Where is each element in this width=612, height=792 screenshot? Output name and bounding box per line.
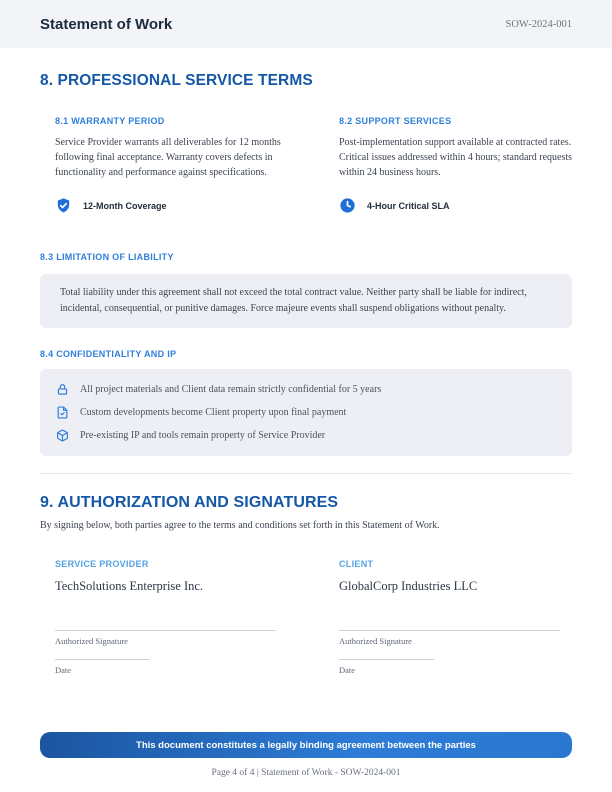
clock-icon <box>339 197 356 214</box>
warranty-column <box>40 116 288 214</box>
terms-columns <box>40 116 572 214</box>
section-9-heading: 9. AUTHORIZATION AND SIGNATURES <box>40 494 339 511</box>
support-badge-label: 4-Hour Critical SLA <box>367 200 450 211</box>
warranty-badge <box>55 197 288 214</box>
document-number: SOW-2024-001 <box>505 18 572 30</box>
list-item <box>56 401 556 424</box>
legal-banner-text: This document constitutes a legally binding agreement between the parties <box>136 739 476 751</box>
lock-icon <box>56 383 69 396</box>
document-header <box>0 0 612 48</box>
support-column <box>324 116 572 214</box>
support-badge <box>339 197 572 214</box>
list-item <box>56 378 556 401</box>
warranty-heading: 8.1 WARRANTY PERIOD <box>55 116 165 126</box>
support-body: Post-implementation support available at contracted rates. Critical issues addressed within 4 hours; standard requests within 24 business hours. <box>339 137 573 178</box>
liability-box: Total liability under this agreement shall not exceed the total contract value. Neither party shall be liable for indirect, incidental, consequential, or punitive damages. Force majeure events shall suspend obligations without penalty. <box>40 274 572 328</box>
client-label: CLIENT <box>339 559 374 569</box>
file-check-icon <box>56 406 69 419</box>
client-signature-line <box>339 630 560 631</box>
provider-date-label: Date <box>55 665 72 675</box>
legal-banner <box>40 732 572 758</box>
list-item-text: Pre-existing IP and tools remain property of Service Provider <box>80 430 326 441</box>
client-signature-block <box>324 559 572 675</box>
shield-check-icon <box>55 197 72 214</box>
provider-date-line <box>55 659 150 660</box>
client-company: GlobalCorp Industries LLC <box>339 579 478 593</box>
provider-company: TechSolutions Enterprise Inc. <box>55 579 204 593</box>
client-signature-label: Authorized Signature <box>339 636 412 646</box>
liability-heading: 8.3 LIMITATION OF LIABILITY <box>40 252 174 262</box>
provider-label: SERVICE PROVIDER <box>55 559 149 569</box>
section-8-heading: 8. PROFESSIONAL SERVICE TERMS <box>40 72 313 89</box>
page-content <box>0 72 612 675</box>
confidentiality-box <box>40 369 572 456</box>
list-item-text: All project materials and Client data remain strictly confidential for 5 years <box>80 384 382 395</box>
list-item-text: Custom developments become Client property upon final payment <box>80 407 347 418</box>
list-item <box>56 424 556 447</box>
warranty-badge-label: 12-Month Coverage <box>83 200 167 211</box>
support-heading: 8.2 SUPPORT SERVICES <box>339 116 452 126</box>
signatures-intro: By signing below, both parties agree to the terms and conditions set forth in this Statement of Work. <box>40 520 440 531</box>
page-footer: Page 4 of 4 | Statement of Work - SOW-2024-001 <box>211 768 401 778</box>
section-divider <box>40 473 572 474</box>
provider-signature-block <box>40 559 288 675</box>
confidentiality-heading: 8.4 CONFIDENTIALITY AND IP <box>40 349 177 359</box>
warranty-body: Service Provider warrants all deliverables for 12 months following final acceptance. Warranty covers defects in functionality and performance against specifications. <box>55 137 281 178</box>
package-icon <box>56 429 69 442</box>
document-title: Statement of Work <box>40 15 173 33</box>
client-date-label: Date <box>339 665 356 675</box>
client-date-line <box>339 659 434 660</box>
signatures-grid <box>40 559 572 675</box>
provider-signature-label: Authorized Signature <box>55 636 128 646</box>
provider-signature-line <box>55 630 276 631</box>
